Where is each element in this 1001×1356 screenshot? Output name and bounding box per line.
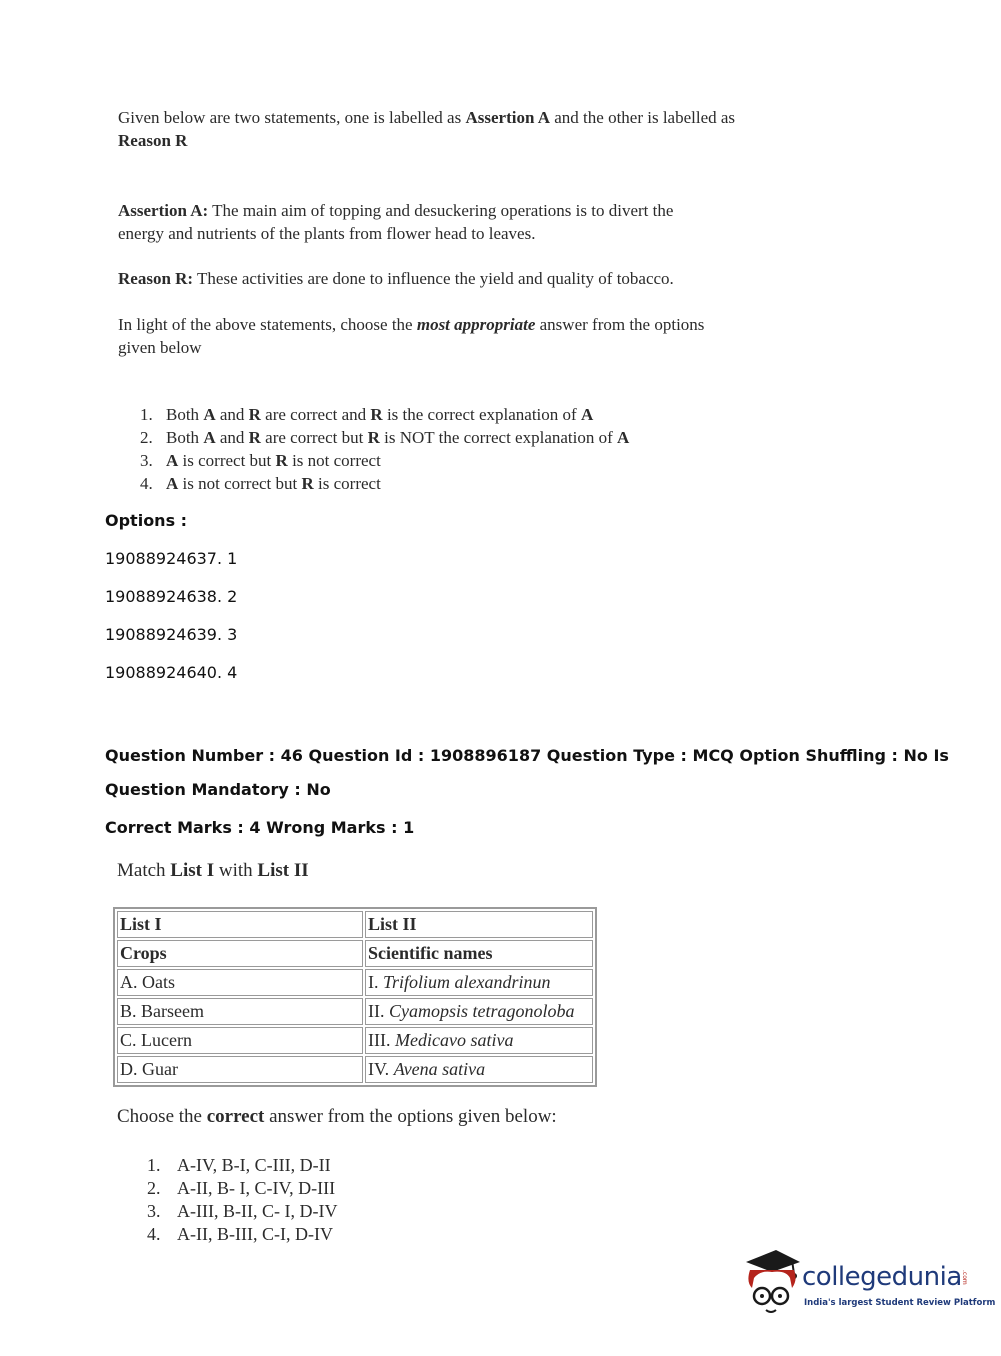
q45-reason: Reason R: These activities are done to influence the yield and quality of tobacco. xyxy=(118,269,674,288)
list-item: 2. A-II, B- I, C-IV, D-III xyxy=(147,1178,336,1198)
list-item: 4. A-II, B-III, C-I, D-IV xyxy=(147,1224,333,1244)
collegedunia-logo[interactable] xyxy=(742,1248,996,1320)
q45-option-list xyxy=(140,403,640,495)
table-row: C. Lucern III. Medicavo sativa xyxy=(117,1027,593,1054)
table-row: Crops Scientific names xyxy=(117,940,593,967)
q46-answer-list xyxy=(147,1154,467,1246)
list-item: 2. Both A and R are correct but R is NOT the correct explanation of A xyxy=(140,428,630,447)
logo-tagline: India's largest Student Review Platform xyxy=(804,1298,996,1308)
table-row: D. Guar IV. Avena sativa xyxy=(117,1056,593,1083)
option-id: 19088924639. 3 xyxy=(105,625,238,644)
q45-instruction: In light of the above statements, choose the most appropriate answer from the options given below xyxy=(118,315,705,357)
question-meta-line: Question Number : 46 Question Id : 1908896187 Question Type : MCQ Option Shuffling : No Is xyxy=(105,746,949,765)
table-row: A. Oats I. Trifolium alexandrinun xyxy=(117,969,593,996)
marks-line: Correct Marks : 4 Wrong Marks : 1 xyxy=(105,818,415,837)
options-heading: Options : xyxy=(105,511,188,530)
q45-assertion: Assertion A: The main aim of topping and desuckering operations is to divert the energy and nutrients of the plants from flower head to leaves. xyxy=(118,201,674,243)
list-item: 1. A-IV, B-I, C-III, D-II xyxy=(147,1155,331,1175)
option-id: 19088924640. 4 xyxy=(105,663,238,682)
list-item: 3. A-III, B-II, C- I, D-IV xyxy=(147,1201,338,1221)
student-mascot-icon xyxy=(742,1248,802,1318)
question-meta-line: Question Mandatory : No xyxy=(105,780,331,799)
logo-name: collegedunia xyxy=(802,1262,962,1292)
list-item: 3. A is correct but R is not correct xyxy=(140,451,381,470)
q46-match-heading: Match List I with List II xyxy=(117,860,309,881)
table-row: List I List II xyxy=(117,911,593,938)
q45-intro: Given below are two statements, one is labelled as Assertion A and the other is labelled as Reason R xyxy=(118,108,736,150)
table-row: B. Barseem II. Cyamopsis tetragonoloba xyxy=(117,998,593,1025)
list-item: 4. A is not correct but R is correct xyxy=(140,474,381,493)
option-id: 19088924637. 1 xyxy=(105,549,238,568)
option-id: 19088924638. 2 xyxy=(105,587,238,606)
q46-choose-instruction: Choose the correct answer from the options given below: xyxy=(117,1106,557,1127)
logo-com: .com xyxy=(961,1270,968,1285)
match-table xyxy=(113,907,597,1087)
list-item: 1. Both A and R are correct and R is the correct explanation of A xyxy=(140,405,594,424)
